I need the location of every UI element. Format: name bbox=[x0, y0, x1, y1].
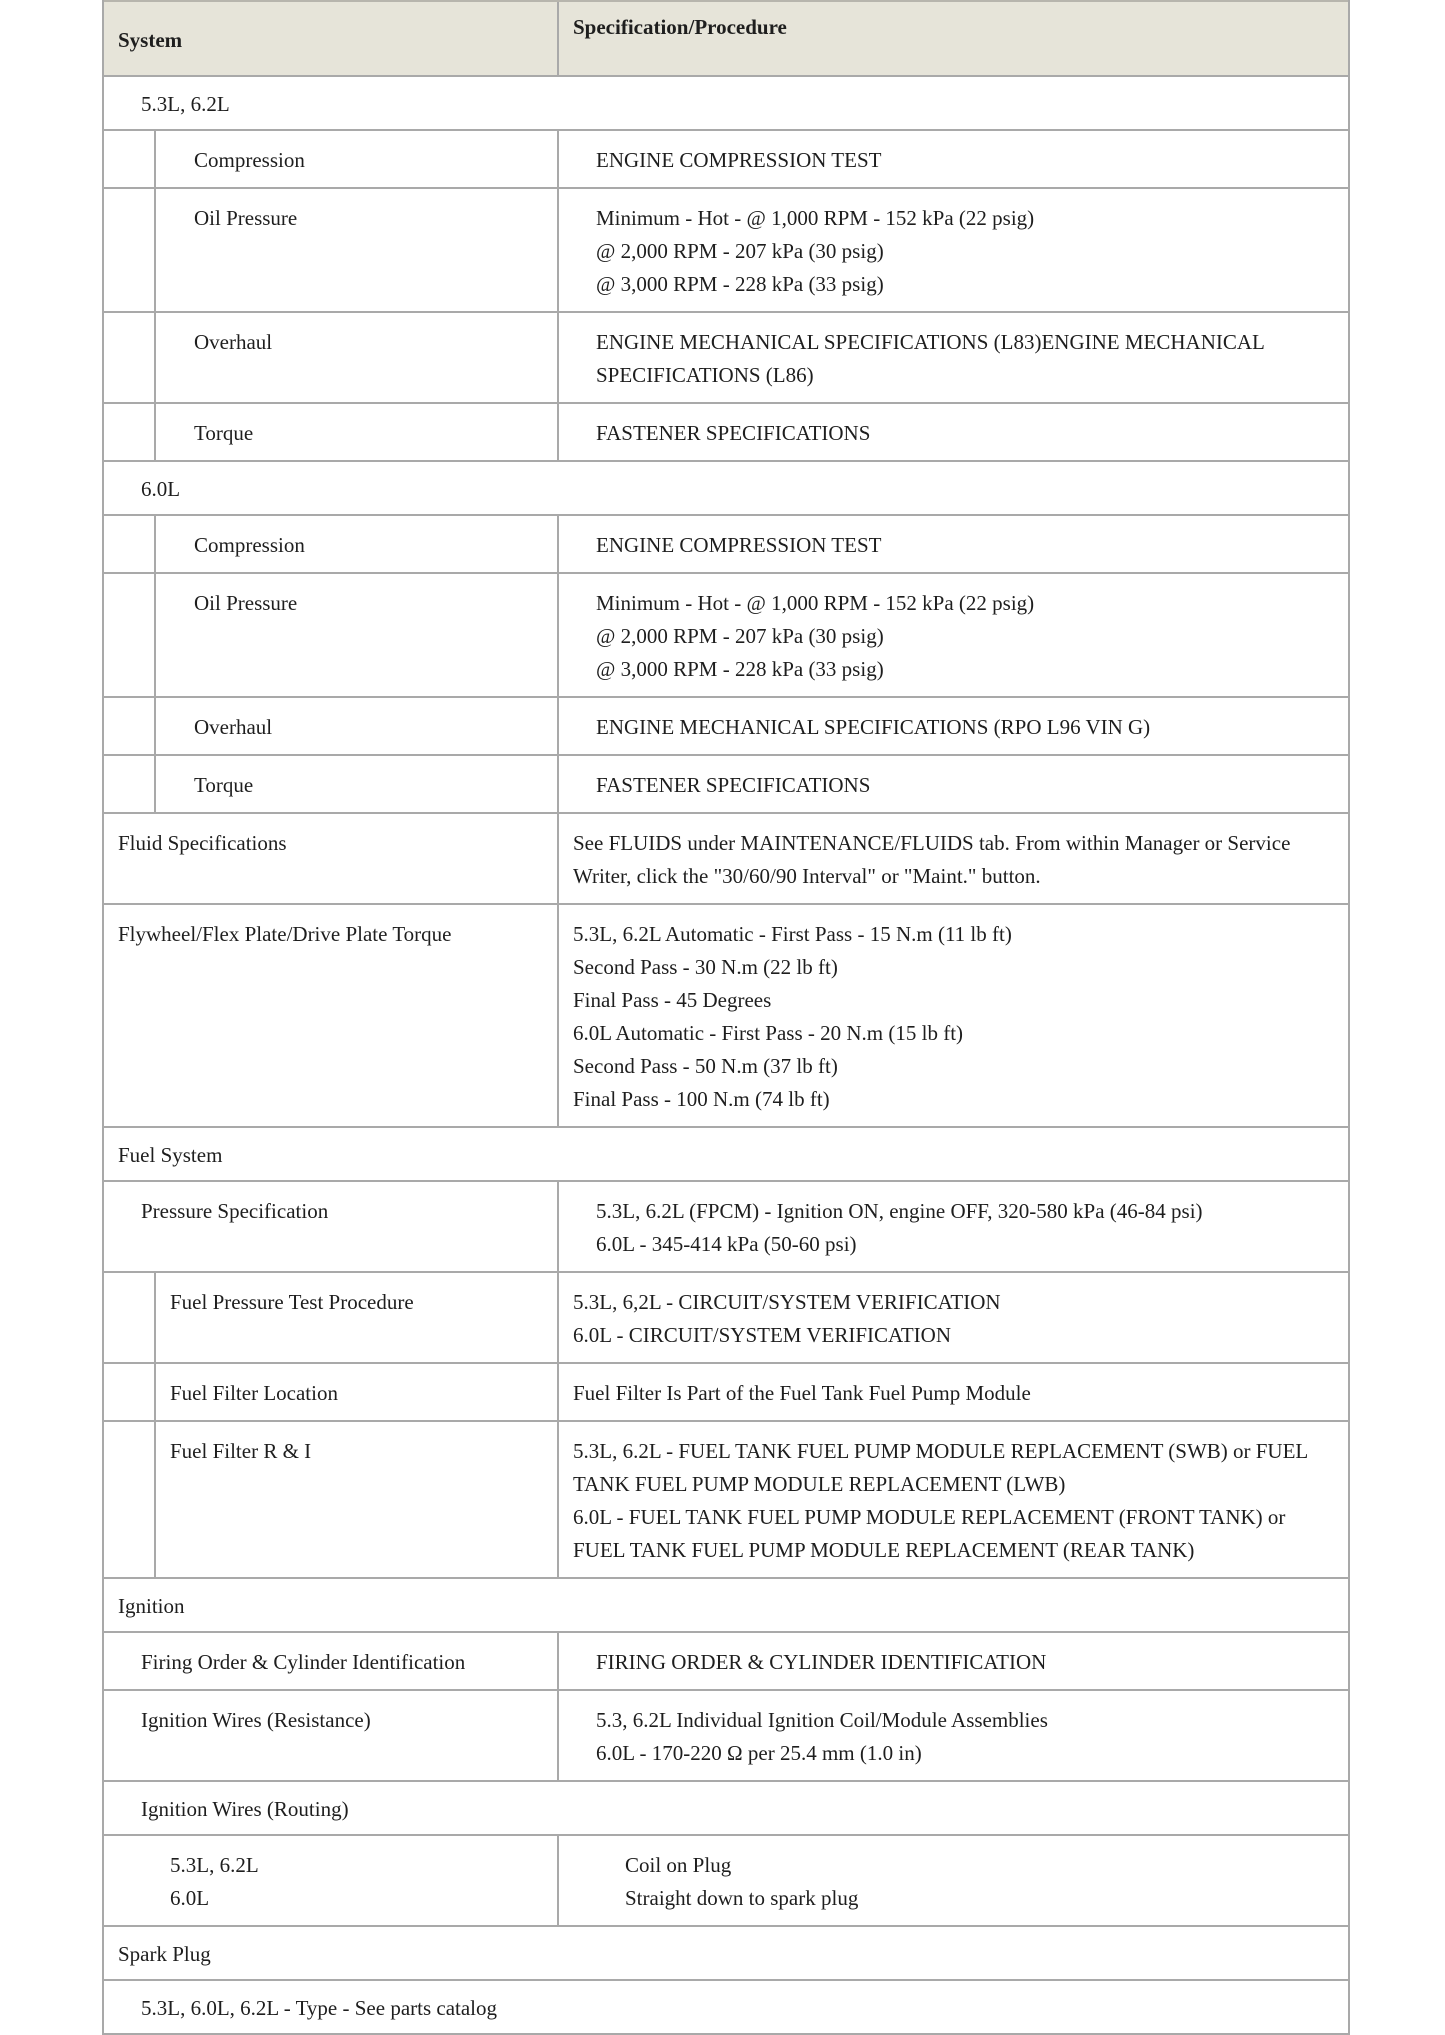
header-system-label: System bbox=[118, 28, 183, 52]
group-label: Fuel System bbox=[118, 1143, 223, 1167]
spark-type: 5.3L, 6.0L, 6.2L - Type - See parts catalog bbox=[141, 1996, 498, 2020]
spec-line: Writer, click the "30/60/90 Interval" or "Maint." button. bbox=[573, 864, 1041, 888]
system-cell: Torque bbox=[194, 773, 254, 797]
system-cell: Flywheel/Flex Plate/Drive Plate Torque bbox=[118, 922, 452, 946]
spec-link[interactable]: FASTENER SPECIFICATIONS bbox=[596, 421, 871, 445]
spec-cell bbox=[559, 814, 1348, 903]
system-cell: Overhaul bbox=[194, 330, 273, 354]
system-cell: Torque bbox=[194, 421, 254, 445]
indent-cell bbox=[104, 516, 156, 572]
indent-cell bbox=[104, 313, 156, 402]
spec-line: Final Pass - 45 Degrees bbox=[573, 988, 772, 1012]
spec-line: Second Pass - 30 N.m (22 lb ft) bbox=[573, 955, 838, 979]
group-row-fuel bbox=[104, 1126, 1348, 1180]
spec-link[interactable]: 5.3, 6.2L Individual Ignition Coil/Module Assemblies bbox=[596, 1708, 1048, 1732]
spec-line: 5.3L, 6.2L (FPCM) - Ignition ON, engine OFF, 320-580 kPa (46-84 psi) bbox=[596, 1199, 1203, 1223]
spec-table bbox=[102, 0, 1350, 2035]
group-label: 5.3L, 6.2L bbox=[141, 92, 230, 116]
header-spec: Specification/Procedure bbox=[573, 15, 787, 39]
routing-engine: 5.3L, 6.2L bbox=[170, 1853, 259, 1877]
group-label: 6.0L bbox=[141, 477, 181, 501]
table-row bbox=[104, 696, 1348, 754]
table-row bbox=[104, 1420, 1348, 1577]
group-label: Ignition Wires (Routing) bbox=[141, 1797, 349, 1821]
spec-cell bbox=[559, 1691, 1348, 1780]
spec-link[interactable]: 6.0L - FUEL TANK FUEL PUMP MODULE REPLACEMENT (FRONT TANK) or bbox=[573, 1505, 1286, 1529]
spec-line: 6.0L Automatic - First Pass - 20 N.m (15 lb ft) bbox=[573, 1021, 964, 1045]
table-row bbox=[104, 1271, 1348, 1362]
indent-cell bbox=[104, 1273, 156, 1362]
spec-line: Minimum - Hot - @ 1,000 RPM - 152 kPa (22 psig) bbox=[596, 591, 1035, 615]
spec-cell bbox=[559, 404, 1348, 460]
spec-cell bbox=[559, 698, 1348, 754]
spec-cell bbox=[559, 574, 1348, 696]
table-row bbox=[104, 572, 1348, 696]
table-row bbox=[104, 1689, 1348, 1780]
spec-line: 5.3L, 6.2L Automatic - First Pass - 15 N.m (11 lb ft) bbox=[573, 922, 1012, 946]
spec-line: Coil on Plug bbox=[625, 1853, 732, 1877]
table-row bbox=[104, 1979, 1348, 2033]
indent-cell bbox=[104, 698, 156, 754]
system-cell: Pressure Specification bbox=[141, 1199, 329, 1223]
spec-line: 6.0L - 345-414 kPa (50-60 psi) bbox=[596, 1232, 857, 1256]
indent-cell bbox=[104, 1364, 156, 1420]
group-label: Ignition bbox=[118, 1594, 185, 1618]
table-row bbox=[104, 1180, 1348, 1271]
spec-link[interactable]: SPECIFICATIONS (L86) bbox=[596, 363, 814, 387]
spec-line: Final Pass - 100 N.m (74 lb ft) bbox=[573, 1087, 830, 1111]
spec-link[interactable]: FIRING ORDER & CYLINDER IDENTIFICATION bbox=[596, 1650, 1047, 1674]
table-row bbox=[104, 903, 1348, 1126]
header-system bbox=[104, 2, 559, 75]
spec-link[interactable]: ENGINE MECHANICAL SPECIFICATIONS (L83)ENGINE MECHANICAL bbox=[596, 330, 1265, 354]
table-row bbox=[104, 812, 1348, 903]
spec-line: Straight down to spark plug bbox=[625, 1886, 859, 1910]
table-row bbox=[104, 514, 1348, 572]
spec-cell bbox=[559, 1273, 1348, 1362]
spec-cell bbox=[559, 1364, 1348, 1420]
table-row bbox=[104, 1631, 1348, 1689]
spec-line: Second Pass - 50 N.m (37 lb ft) bbox=[573, 1054, 838, 1078]
group-row-spark bbox=[104, 1925, 1348, 1979]
spec-link[interactable]: 6.0L - CIRCUIT/SYSTEM VERIFICATION bbox=[573, 1323, 952, 1347]
spec-cell bbox=[559, 1836, 1348, 1925]
table-header bbox=[104, 0, 1348, 75]
group-row-routing bbox=[104, 1780, 1348, 1834]
spec-cell bbox=[559, 189, 1348, 311]
indent-cell bbox=[104, 189, 156, 311]
indent-cell bbox=[104, 131, 156, 187]
system-cell: Oil Pressure bbox=[194, 206, 298, 230]
system-cell: Overhaul bbox=[194, 715, 273, 739]
spec-cell bbox=[559, 1422, 1348, 1577]
group-row-5362 bbox=[104, 75, 1348, 129]
spec-cell bbox=[559, 516, 1348, 572]
spec-link[interactable]: ENGINE MECHANICAL SPECIFICATIONS (RPO L96 VIN G) bbox=[596, 715, 1151, 739]
spec-line: 6.0L - 170-220 Ω per 25.4 mm (1.0 in) bbox=[596, 1741, 922, 1765]
system-cell: Fuel Pressure Test Procedure bbox=[170, 1290, 414, 1314]
indent-cell bbox=[104, 1422, 156, 1577]
spec-link[interactable]: ENGINE COMPRESSION TEST bbox=[596, 148, 882, 172]
indent-cell bbox=[104, 756, 156, 812]
spec-link[interactable]: 5.3L, 6,2L - CIRCUIT/SYSTEM VERIFICATION bbox=[573, 1290, 1001, 1314]
spec-cell bbox=[559, 131, 1348, 187]
group-label: Spark Plug bbox=[118, 1942, 211, 1966]
spec-line: @ 3,000 RPM - 228 kPa (33 psig) bbox=[596, 657, 884, 681]
table-row bbox=[104, 1834, 1348, 1925]
system-cell: Ignition Wires (Resistance) bbox=[141, 1708, 371, 1732]
spec-line: @ 3,000 RPM - 228 kPa (33 psig) bbox=[596, 272, 884, 296]
group-row-60 bbox=[104, 460, 1348, 514]
routing-engine: 6.0L bbox=[170, 1886, 210, 1910]
spec-line: Fuel Filter Is Part of the Fuel Tank Fuel Pump Module bbox=[573, 1381, 1031, 1405]
system-cell: Compression bbox=[194, 148, 305, 172]
spec-link[interactable]: TANK FUEL PUMP MODULE REPLACEMENT (LWB) bbox=[573, 1472, 1066, 1496]
spec-cell bbox=[559, 1633, 1348, 1689]
spec-cell bbox=[559, 1182, 1348, 1271]
spec-line: Minimum - Hot - @ 1,000 RPM - 152 kPa (22 psig) bbox=[596, 206, 1035, 230]
table-row bbox=[104, 129, 1348, 187]
spec-cell bbox=[559, 756, 1348, 812]
table-row bbox=[104, 1362, 1348, 1420]
indent-cell bbox=[104, 574, 156, 696]
spec-line: See FLUIDS under MAINTENANCE/FLUIDS tab. From within Manager or Service bbox=[573, 831, 1291, 855]
system-cell: Oil Pressure bbox=[194, 591, 298, 615]
table-row bbox=[104, 402, 1348, 460]
spec-link[interactable]: FASTENER SPECIFICATIONS bbox=[596, 773, 871, 797]
system-cell: Firing Order & Cylinder Identification bbox=[141, 1650, 466, 1674]
table-row bbox=[104, 187, 1348, 311]
spec-link[interactable]: 5.3L, 6.2L - FUEL TANK FUEL PUMP MODULE REPLACEMENT (SWB) or FUEL bbox=[573, 1439, 1309, 1463]
spec-link[interactable]: FUEL TANK FUEL PUMP MODULE REPLACEMENT (REAR TANK) bbox=[573, 1538, 1195, 1562]
spec-link[interactable]: ENGINE COMPRESSION TEST bbox=[596, 533, 882, 557]
spec-line: @ 2,000 RPM - 207 kPa (30 psig) bbox=[596, 239, 884, 263]
indent-cell bbox=[104, 404, 156, 460]
system-cell bbox=[104, 1836, 557, 1925]
spec-line: @ 2,000 RPM - 207 kPa (30 psig) bbox=[596, 624, 884, 648]
spec-cell bbox=[559, 905, 1348, 1126]
system-cell: Fuel Filter R & I bbox=[170, 1439, 312, 1463]
system-cell: Fuel Filter Location bbox=[170, 1381, 338, 1405]
group-row-ignition bbox=[104, 1577, 1348, 1631]
spec-cell bbox=[559, 313, 1348, 402]
table-row bbox=[104, 754, 1348, 812]
system-cell: Fluid Specifications bbox=[118, 831, 287, 855]
table-row bbox=[104, 311, 1348, 402]
system-cell: Compression bbox=[194, 533, 305, 557]
